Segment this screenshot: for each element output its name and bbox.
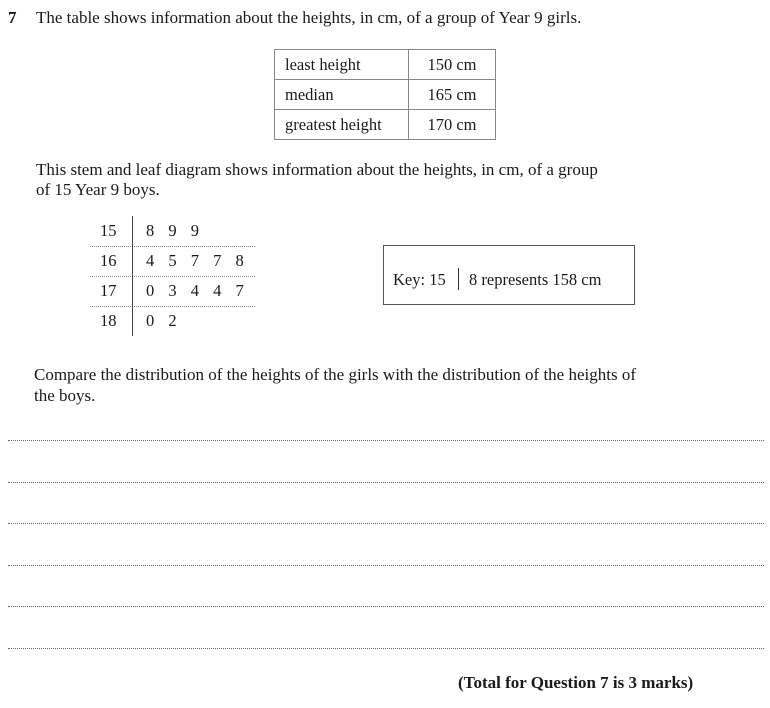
stem-leaf-row [90, 306, 255, 336]
stem-leaf-row [90, 276, 255, 307]
answer-line[interactable] [8, 440, 764, 441]
stem-value: 17 [100, 281, 117, 300]
compare-instruction-line1: Compare the distribution of the heights of the girls with the distribution of the heights of [34, 365, 636, 384]
answer-line[interactable] [8, 523, 764, 524]
table-row [275, 80, 496, 110]
key-box [383, 245, 635, 305]
stem-divider-line [132, 216, 133, 336]
stem-and-leaf-diagram [90, 216, 255, 336]
answer-line[interactable] [8, 482, 764, 483]
stem-value: 16 [100, 251, 117, 270]
stem-value: 15 [100, 221, 117, 240]
table-cell-label: greatest height [275, 110, 409, 140]
question-number: 7 [8, 8, 17, 27]
stem-leaf-row [90, 246, 255, 277]
key-suffix: 8 represents 158 cm [469, 270, 602, 289]
table-row [275, 110, 496, 140]
answer-line[interactable] [8, 606, 764, 607]
table-cell-value: 170 cm [409, 110, 496, 140]
answer-line[interactable] [8, 565, 764, 566]
key-prefix: Key: 15 [393, 270, 446, 289]
table-cell-value: 165 cm [409, 80, 496, 110]
leaf-values: 0 3 4 4 7 [146, 281, 249, 300]
stem-leaf-row [90, 216, 255, 247]
girls-height-table [274, 49, 496, 140]
leaf-values: 4 5 7 7 8 [146, 251, 249, 270]
table-cell-value: 150 cm [409, 50, 496, 80]
compare-instruction-line2: the boys. [34, 386, 96, 405]
table-row [275, 50, 496, 80]
total-marks: (Total for Question 7 is 3 marks) [458, 673, 694, 692]
leaf-values: 8 9 9 [146, 221, 204, 240]
key-divider-line [458, 268, 459, 290]
leaf-values: 0 2 [146, 311, 182, 330]
stem-value: 18 [100, 311, 117, 330]
question-intro: The table shows information about the heights, in cm, of a group of Year 9 girls. [36, 8, 582, 27]
table-cell-label: median [275, 80, 409, 110]
answer-line[interactable] [8, 648, 764, 649]
boys-description-line2: of 15 Year 9 boys. [36, 180, 160, 199]
table-cell-label: least height [275, 50, 409, 80]
boys-description-line1: This stem and leaf diagram shows information about the heights, in cm, of a group [36, 160, 598, 179]
